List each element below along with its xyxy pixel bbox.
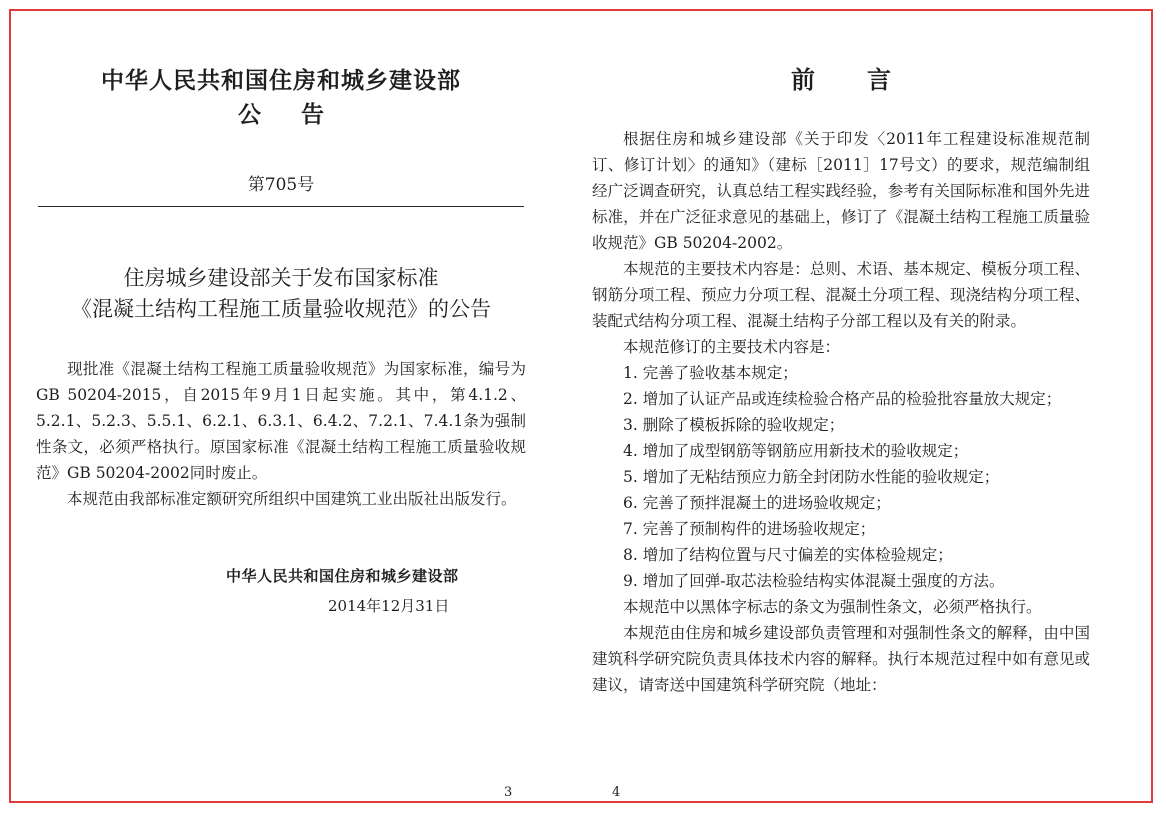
preface-title: 前言 <box>791 66 943 94</box>
announcement-number: 第705号 <box>247 175 315 195</box>
revision-item: 4. 增加了成型钢筋等钢筋应用新技术的验收规定； <box>623 442 969 460</box>
revision-item: 1. 完善了验收基本规定； <box>623 364 798 382</box>
notice-title <box>36 263 526 325</box>
revision-item: 9. 增加了回弹-取芯法检验结构实体混凝土强度的方法。 <box>623 572 1005 590</box>
mandatory-note: 本规范中以黑体字标志的条文为强制性条文，必须严格执行。 <box>623 598 1042 616</box>
revision-item: 2. 增加了认证产品或连续检验合格产品的检验批容量放大规定； <box>623 390 1062 408</box>
revision-item: 8. 增加了结构位置与尺寸偏差的实体检验规定； <box>623 546 953 564</box>
revision-intro: 本规范修订的主要技术内容是： <box>623 338 841 356</box>
revision-item: 3. 删除了模板拆除的验收规定； <box>623 416 845 434</box>
revision-item: 6. 完善了预拌混凝土的进场验收规定； <box>623 494 891 512</box>
signature-date: 2014年12月31日 <box>328 597 450 615</box>
notice-paragraph: 现批准《混凝土结构工程施工质量验收规范》为国家标准，编号为GB 50204-2015，自2015年9月1日起实施。其中，第4.1.2、5.2.1、5.2.3、5.5.1、6.2.1、6.3.1、6.4.2、7.2.1、7.4.1条为强制性条文，必须严格执行。原国家标准《混凝土结构工程施工质量验收规范》GB 50204-2002同时废止。 <box>36 360 526 482</box>
revision-item: 5. 增加了无粘结预应力筋全封闭防水性能的验收规定； <box>623 468 1000 486</box>
notice-title-line-1: 住房城乡建设部关于发布国家标准 <box>123 266 439 290</box>
notice-title-line-2: 《混凝土结构工程施工质量验收规范》的公告 <box>71 297 491 321</box>
preface-body <box>592 126 1090 698</box>
divider-line <box>38 206 524 207</box>
management-note: 本规范由住房和城乡建设部负责管理和对强制性条文的解释，由中国建筑科学研究院负责具体技术内容的解释。执行本规范过程中如有意见或建议，请寄送中国建筑科学研究院（地址： <box>592 624 1090 694</box>
preface-main-content: 本规范的主要技术内容是：总则、术语、基本规定、模板分项工程、钢筋分项工程、预应力分项工程、混凝土分项工程、现浇结构分项工程、装配式结构分项工程、混凝土结构子分部工程以及有关的附录。 <box>592 260 1090 330</box>
notice-paragraph: 本规范由我部标准定额研究所组织中国建筑工业出版社出版发行。 <box>67 490 517 508</box>
revision-item: 7. 完善了预制构件的进场验收规定； <box>623 520 876 538</box>
ministry-title: 中华人民共和国住房和城乡建设部 <box>101 68 461 94</box>
notice-body <box>36 356 526 512</box>
page-number-left: 3 <box>504 785 513 800</box>
signature: 中华人民共和国住房和城乡建设部 <box>226 567 459 585</box>
announcement-heading: 公告 <box>238 102 364 128</box>
preface-intro: 根据住房和城乡建设部《关于印发〈2011年工程建设标准规范制订、修订计划〉的通知》（建标［2011］17号文）的要求，规范编制组经广泛调查研究，认真总结工程实践经验，参考有关国际标准和国外先进标准，并在广泛征求意见的基础上，修订了《混凝土结构工程施工质量验收规范》GB 50204-2002。 <box>592 130 1090 252</box>
page-number-right: 4 <box>612 785 621 800</box>
